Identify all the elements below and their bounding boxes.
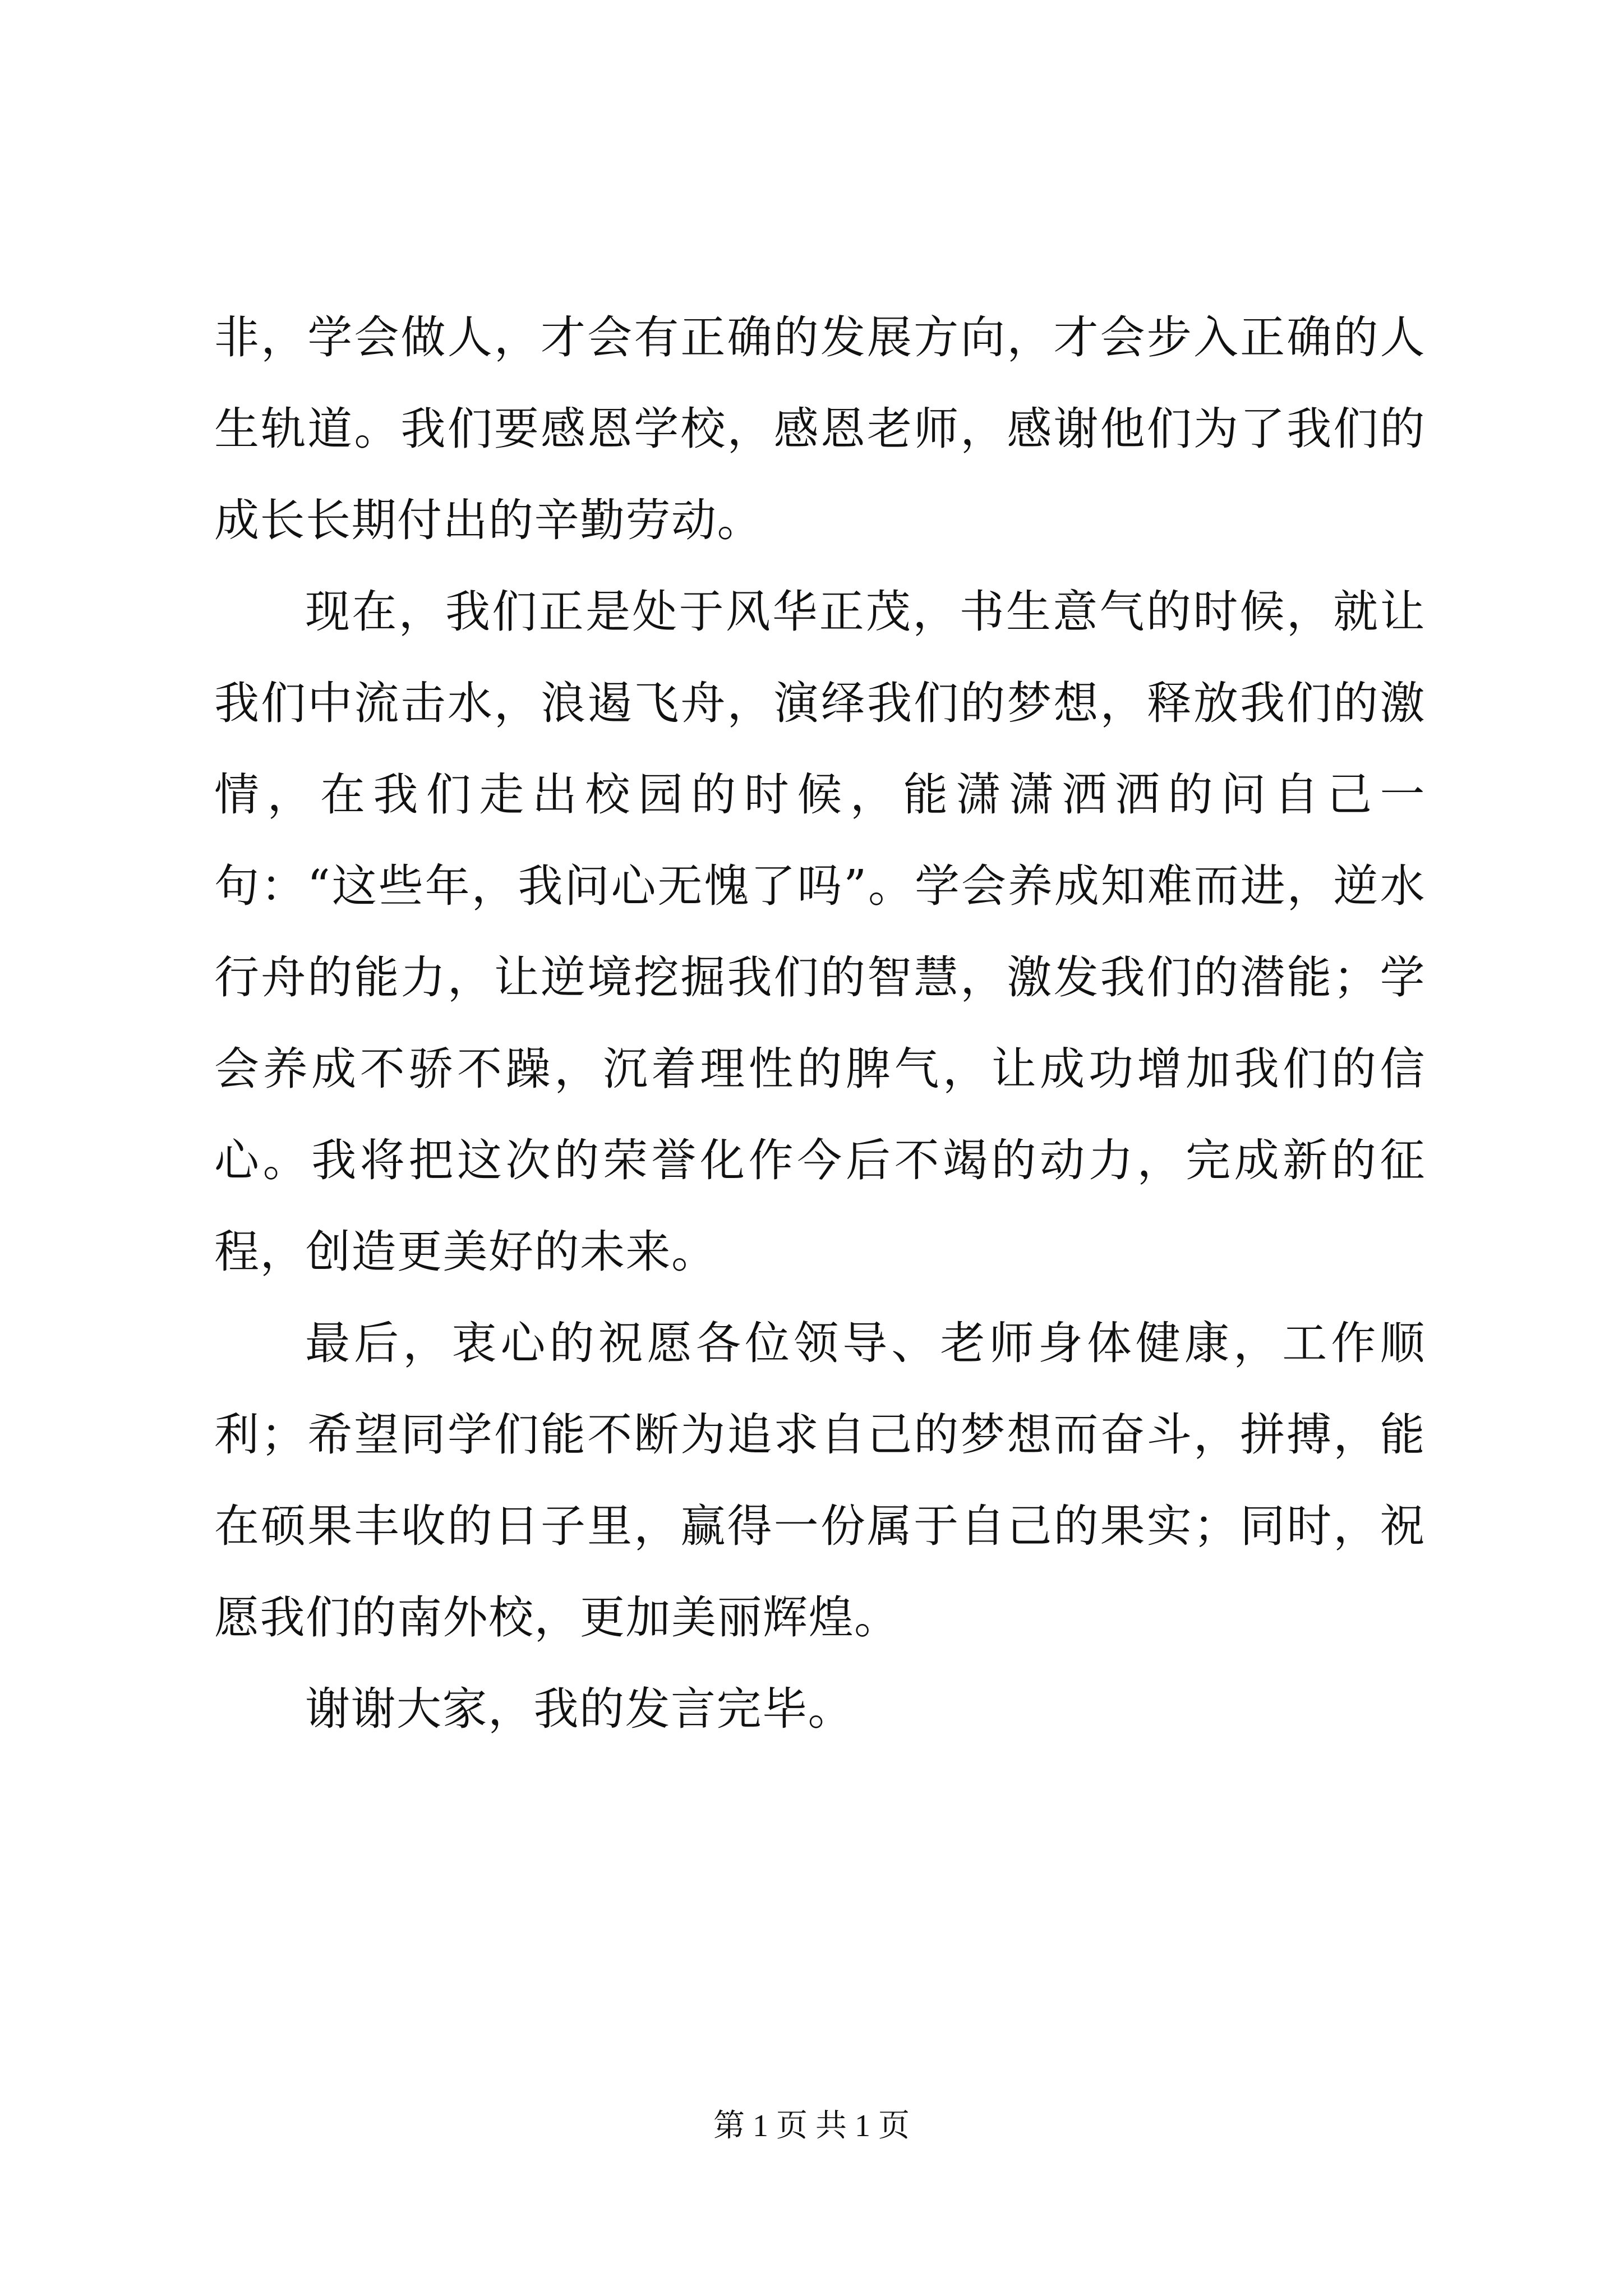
paragraph-1: 非，学会做人，才会有正确的发展方向，才会步入正确的人生轨道。我们要感恩学校，感恩老师，感谢他们为了我们的成长长期付出的辛勤劳动。 xyxy=(214,311,1426,546)
paragraph-3: 最后，衷心的祝愿各位领导、老师身体健康，工作顺利；希望同学们能不断为追求自己的梦想而奋斗，拼搏，能在硕果丰收的日子里，赢得一份属于自己的果实；同时，祝愿我们的南外校，更加美丽辉煌。 xyxy=(214,1317,1426,1644)
paragraph-4: 谢谢大家，我的发言完毕。 xyxy=(305,1683,854,1735)
paragraph-2: 现在，我们正是处于风华正茂，书生意气的时候，就让我们中流击水，浪遏飞舟，演绎我们的梦想，释放我们的激情，在我们走出校园的时候，能潇潇洒洒的问自己一句：“这些年，我问心无愧了吗”。学会养成知难而进，逆水行舟的能力，让逆境挖掘我们的智慧，激发我们的潜能；学会养成不骄不躁，沉着理性的脾气，让成功增加我们的信心。我将把这次的荣誉化作今后不竭的动力，完成新的征程，创造更美好的未来。 xyxy=(214,586,1426,1278)
document-body xyxy=(214,292,1426,1755)
page-footer: 第 1 页 共 1 页 xyxy=(713,2109,910,2143)
